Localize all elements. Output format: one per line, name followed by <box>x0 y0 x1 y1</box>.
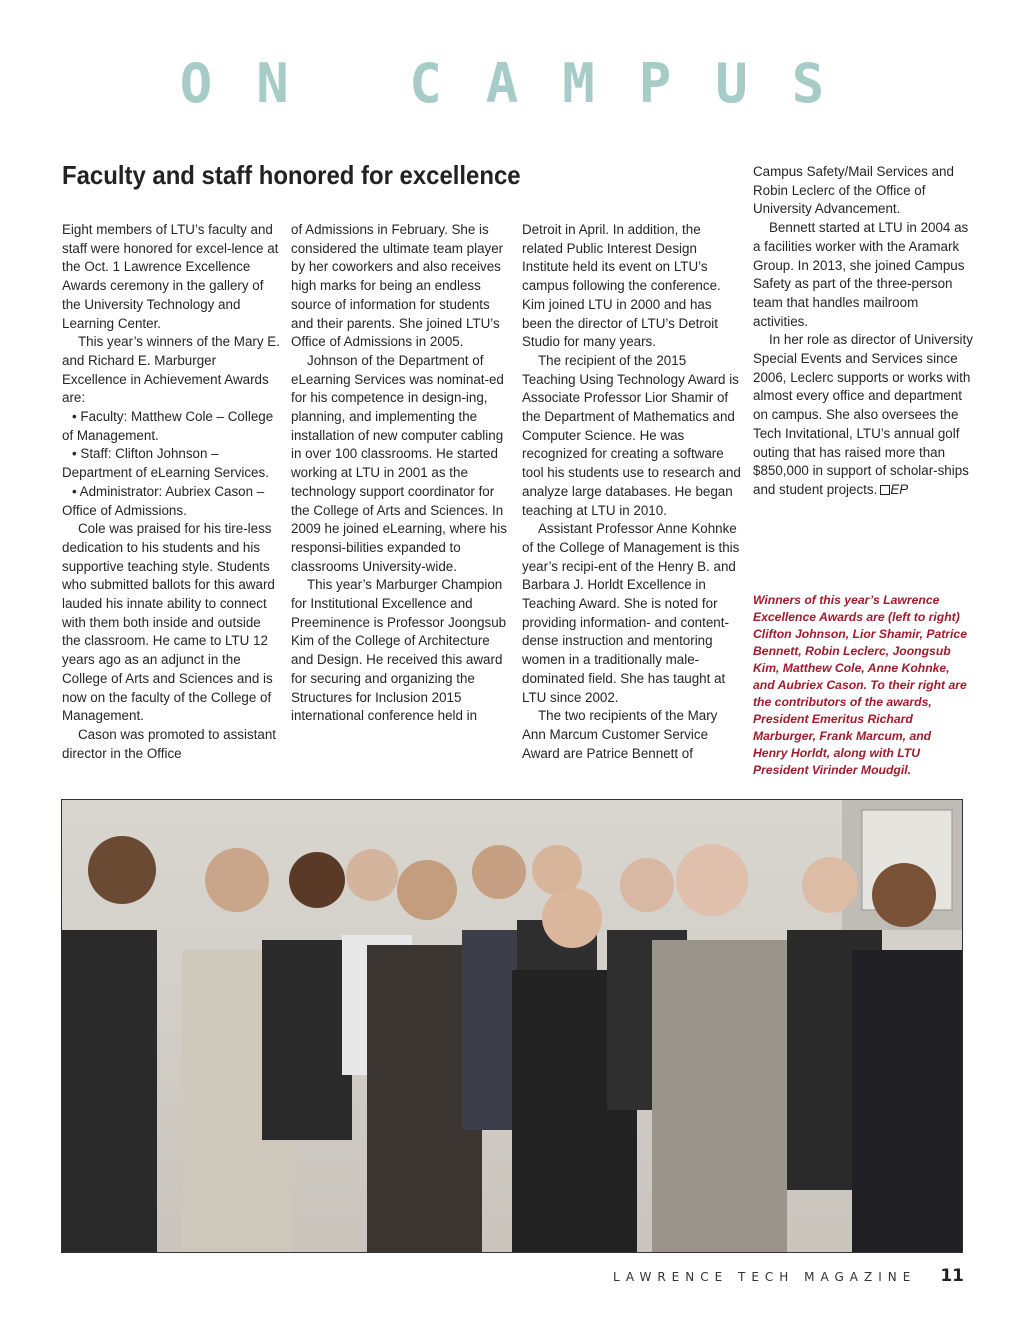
author-initials: EP <box>890 481 909 497</box>
photo-caption: Winners of this year’s Lawrence Excellence Awards are (left to right) Clifton Johnson, Lior Shamir, Patrice Bennett, Robin Leclerc, Joongsub Kim, Matthew Cole, Anne Kohnke, and Aubriex Cason. To their right are the contributors of the awards, President Emeritus Richard Marburger, Frank Marcum, and Henry Horldt, along with LTU President Virinder Moudgil. <box>753 593 967 777</box>
award-winner-item: • Administrator: Aubriex Cason – Office of Admissions. <box>62 483 265 518</box>
award-winner-item: • Faculty: Matthew Cole – College of Management. <box>62 409 274 443</box>
paragraph: This year’s winners of the Mary E. and Richard E. Marburger Excellence in Achievement Awards are: <box>62 334 280 406</box>
paragraph-text: In her role as director of University Special Events and Services since 2006, Leclerc supports or works with almost every office and department on campus. She also oversees the Tech Invitational, LTU’s annual golf outing that has raised more than $850,000 in support of scholar-ships and student projects. <box>753 332 973 497</box>
paragraph <box>753 331 973 499</box>
article-column-3 <box>522 221 742 763</box>
paragraph: The two recipients of the Mary Ann Marcum Customer Service Award are Patrice Bennett of <box>522 708 718 761</box>
article-column-4 <box>753 163 973 500</box>
paragraph: Johnson of the Department of eLearning Services was nominat-ed for his competence in design-ing, planning, and implementing the installation of new computer cabling in over 100 classrooms. He started working at LTU in 2001 as the technology support coordinator for the College of Arts and Sciences. In 2009 he joined eLearning, where his responsi-bilities expanded to classrooms University-wide. <box>291 352 507 574</box>
paragraph: Bennett started at LTU in 2004 as a facilities worker with the Aramark Group. In 2013, she joined Campus Safety as part of the three-person team that handles mailroom activities. <box>753 220 969 329</box>
paragraph: of Admissions in February. She is considered the ultimate team player by her coworkers and also receives high marks for being an endless source of information for students and their parents. She joined LTU’s Office of Admissions in 2005. <box>291 222 504 350</box>
article-column-1 <box>62 221 282 763</box>
paragraph: Cole was praised for his tire-less dedication to his students and his supportive teaching style. Students who submitted ballots for this award lauded his innate ability to connect with them both inside and outside the classroom. He came to LTU 12 years ago as an adjunct in the College of Arts and Sciences and is now on the faculty of the College of Management. <box>62 521 275 724</box>
page-footer <box>613 1266 964 1286</box>
paragraph: Eight members of LTU’s faculty and staff were honored for excel-lence at the Oct. 1 Lawrence Excellence Awards ceremony in the gallery of the University Technology and Learning Center. <box>62 222 279 331</box>
article-headline: Faculty and staff honored for excellence <box>62 160 521 190</box>
end-of-article-square-icon <box>880 485 890 495</box>
award-winner-item: • Staff: Clifton Johnson – Department of eLearning Services. <box>62 446 269 481</box>
paragraph: Assistant Professor Anne Kohnke of the College of Management is this year’s recipi-ent of the Henry B. and Barbara J. Horldt Excellence in Teaching Award. She is noted for providing information- and content-dense instruction and mentoring women in a traditionally male-dominated field. She has taught at LTU since 2002. <box>522 521 740 705</box>
paragraph: This year’s Marburger Champion for Institutional Excellence and Preeminence is Professor Joongsub Kim of the College of Architecture and Design. He received this award for securing and organizing the Structures for Inclusion 2015 international conference held in <box>291 577 507 724</box>
paragraph: Cason was promoted to assistant director in the Office <box>62 726 276 761</box>
group-photo-illustration <box>62 800 962 1252</box>
paragraph: The recipient of the 2015 Teaching Using Technology Award is Associate Professor Lior Shamir of the Department of Mathematics and Computer Science. He was recognized for creating a software tool his students use to research and analyze large databases. He began teaching at LTU in 2010. <box>522 352 741 518</box>
page-number: 11 <box>940 1266 964 1286</box>
paragraph: Campus Safety/Mail Services and Robin Leclerc of the Office of University Advancement. <box>753 164 954 217</box>
article-column-2 <box>291 221 511 726</box>
magazine-name: LAWRENCE TECH MAGAZINE <box>612 1270 917 1284</box>
section-label: ON CAMPUS <box>179 52 869 115</box>
paragraph: Detroit in April. In addition, the related Public Interest Design Institute held its event on LTU’s campus following the conference. Kim joined LTU in 2000 and has been the director of LTU’s Detroit Studio for many years. <box>522 222 721 350</box>
group-photo <box>61 799 963 1253</box>
